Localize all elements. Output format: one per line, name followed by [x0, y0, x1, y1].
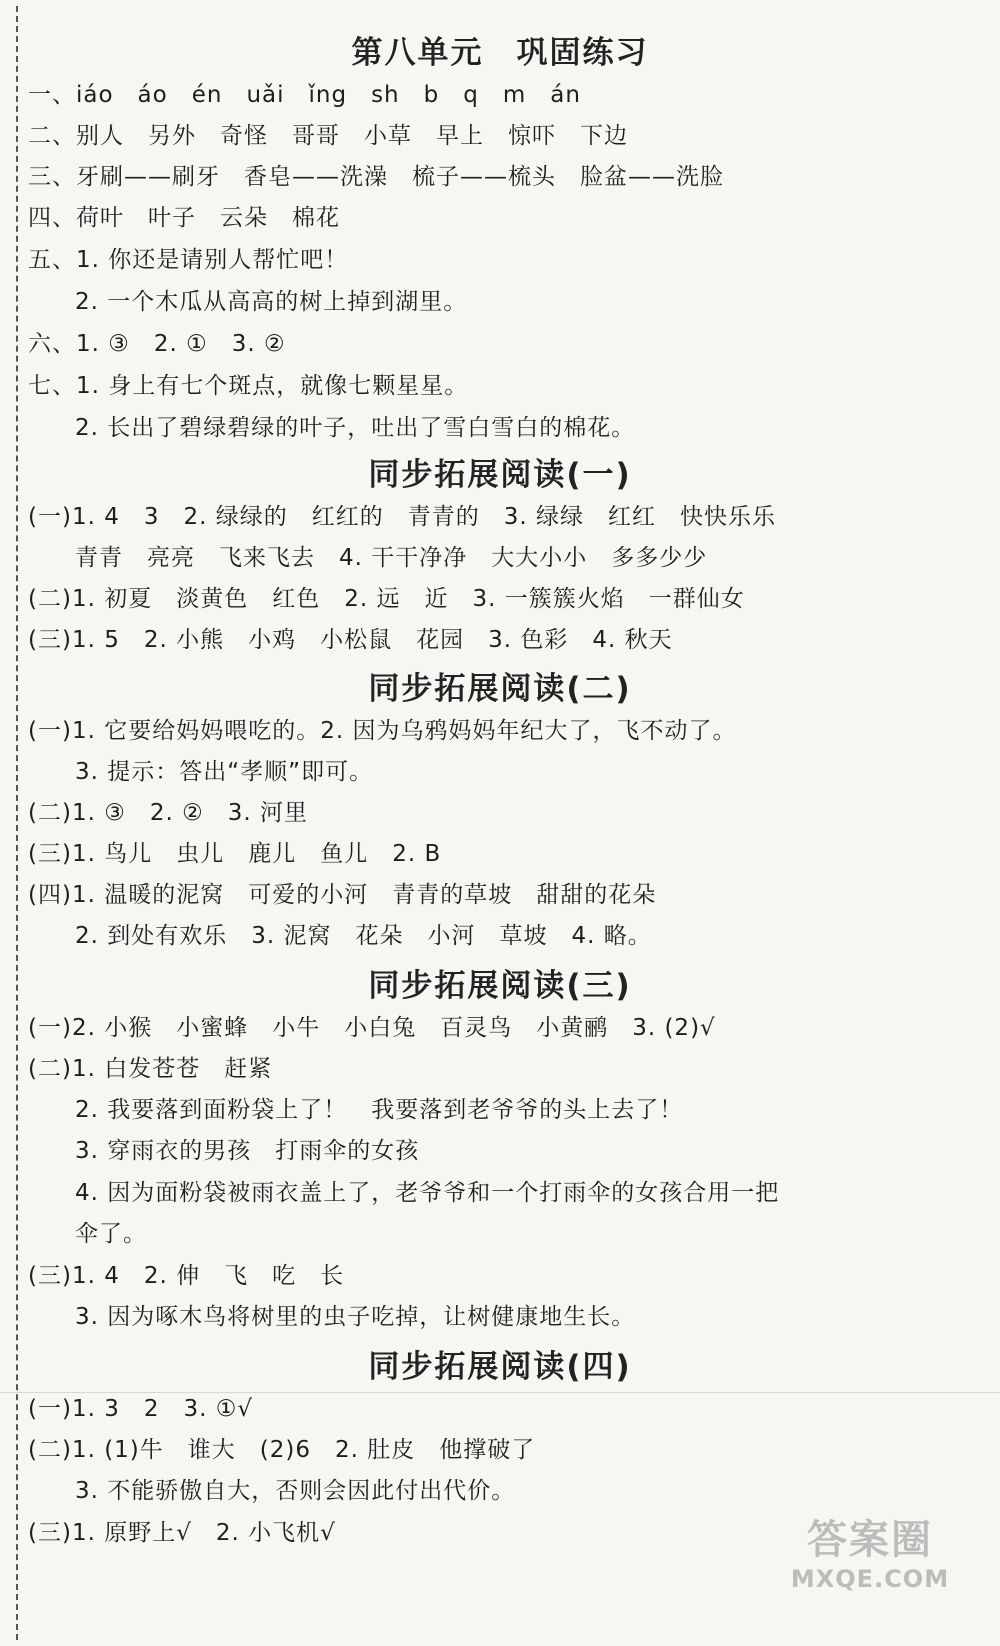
section-title-unit8: 第八单元 巩固练习	[351, 35, 649, 71]
section-title-reading-2: 同步拓展阅读(二)	[368, 671, 632, 707]
answer-line: (一)2. 小猴 小蜜蜂 小牛 小白兔 百灵鸟 小黄鹂 3. (2)√	[28, 1015, 716, 1041]
binding-dashed-line	[16, 6, 18, 1640]
answer-line: (二)1. 白发苍苍 赶紧	[28, 1056, 273, 1082]
answer-line: 4. 因为面粉袋被雨衣盖上了，老爷爷和一个打雨伞的女孩合用一把	[75, 1180, 780, 1206]
answer-line: 3. 不能骄傲自大，否则会因此付出代价。	[75, 1478, 516, 1504]
answer-line: 一、iáo áo én uǎi ǐng sh b q m án	[28, 82, 581, 108]
answer-line: (一)1. 它要给妈妈喂吃的。2. 因为乌鸦妈妈年纪大了，飞不动了。	[28, 718, 737, 744]
answer-line: (四)1. 温暖的泥窝 可爱的小河 青青的草坡 甜甜的花朵	[28, 882, 657, 908]
answer-line: 2. 到处有欢乐 3. 泥窝 花朵 小河 草坡 4. 略。	[75, 923, 652, 949]
answer-line: 二、别人 另外 奇怪 哥哥 小草 早上 惊吓 下边	[28, 123, 628, 149]
answer-line: (二)1. (1)牛 谁大 (2)6 2. 肚皮 他撑破了	[28, 1437, 536, 1463]
watermark-url-text: MXQE.COM	[790, 1565, 950, 1593]
answer-line: 2. 我要落到面粉袋上了！ 我要落到老爷爷的头上去了！	[75, 1097, 684, 1123]
answer-line: 三、牙刷——刷牙 香皂——洗澡 梳子——梳头 脸盆——洗脸	[28, 164, 724, 190]
answer-line: 3. 穿雨衣的男孩 打雨伞的女孩	[75, 1138, 420, 1164]
answer-line: 四、荷叶 叶子 云朵 棉花	[28, 205, 340, 231]
answer-line: 3. 因为啄木鸟将树里的虫子吃掉，让树健康地生长。	[75, 1304, 636, 1330]
answer-line: 七、1. 身上有七个斑点，就像七颗星星。	[28, 373, 469, 399]
answer-line: 伞了。	[75, 1221, 147, 1247]
answer-line: 2. 长出了碧绿碧绿的叶子，吐出了雪白雪白的棉花。	[75, 415, 636, 441]
watermark-logo	[770, 1516, 970, 1616]
answer-line: 3. 提示：答出“孝顺”即可。	[75, 759, 374, 785]
section-title-reading-3: 同步拓展阅读(三)	[368, 968, 632, 1004]
answer-line: (二)1. 初夏 淡黄色 红色 2. 远 近 3. 一簇簇火焰 一群仙女	[28, 586, 745, 612]
answer-line: 2. 一个木瓜从高高的树上掉到湖里。	[75, 289, 468, 315]
answer-line: 青青 亮亮 飞来飞去 4. 干干净净 大大小小 多多少少	[75, 545, 708, 571]
answer-line: (三)1. 5 2. 小熊 小鸡 小松鼠 花园 3. 色彩 4. 秋天	[28, 627, 673, 653]
answer-line: (三)1. 原野上√ 2. 小飞机√	[28, 1520, 336, 1546]
answer-line: (三)1. 4 2. 伸 飞 吃 长	[28, 1263, 345, 1289]
answer-line: (一)1. 3 2 3. ①√	[28, 1396, 253, 1422]
watermark-logo-text: 答案圈	[807, 1517, 933, 1563]
answer-line: 六、1. ③ 2. ① 3. ②	[28, 331, 286, 357]
answer-line: (二)1. ③ 2. ② 3. 河里	[28, 800, 308, 826]
section-title-reading-4: 同步拓展阅读(四)	[368, 1349, 632, 1385]
answer-line: (一)1. 4 3 2. 绿绿的 红红的 青青的 3. 绿绿 红红 快快乐乐	[28, 504, 776, 530]
answer-line: (三)1. 鸟儿 虫儿 鹿儿 鱼儿 2. B	[28, 841, 442, 867]
section-title-reading-1: 同步拓展阅读(一)	[368, 457, 632, 493]
answer-line: 五、1. 你还是请别人帮忙吧！	[28, 247, 349, 273]
